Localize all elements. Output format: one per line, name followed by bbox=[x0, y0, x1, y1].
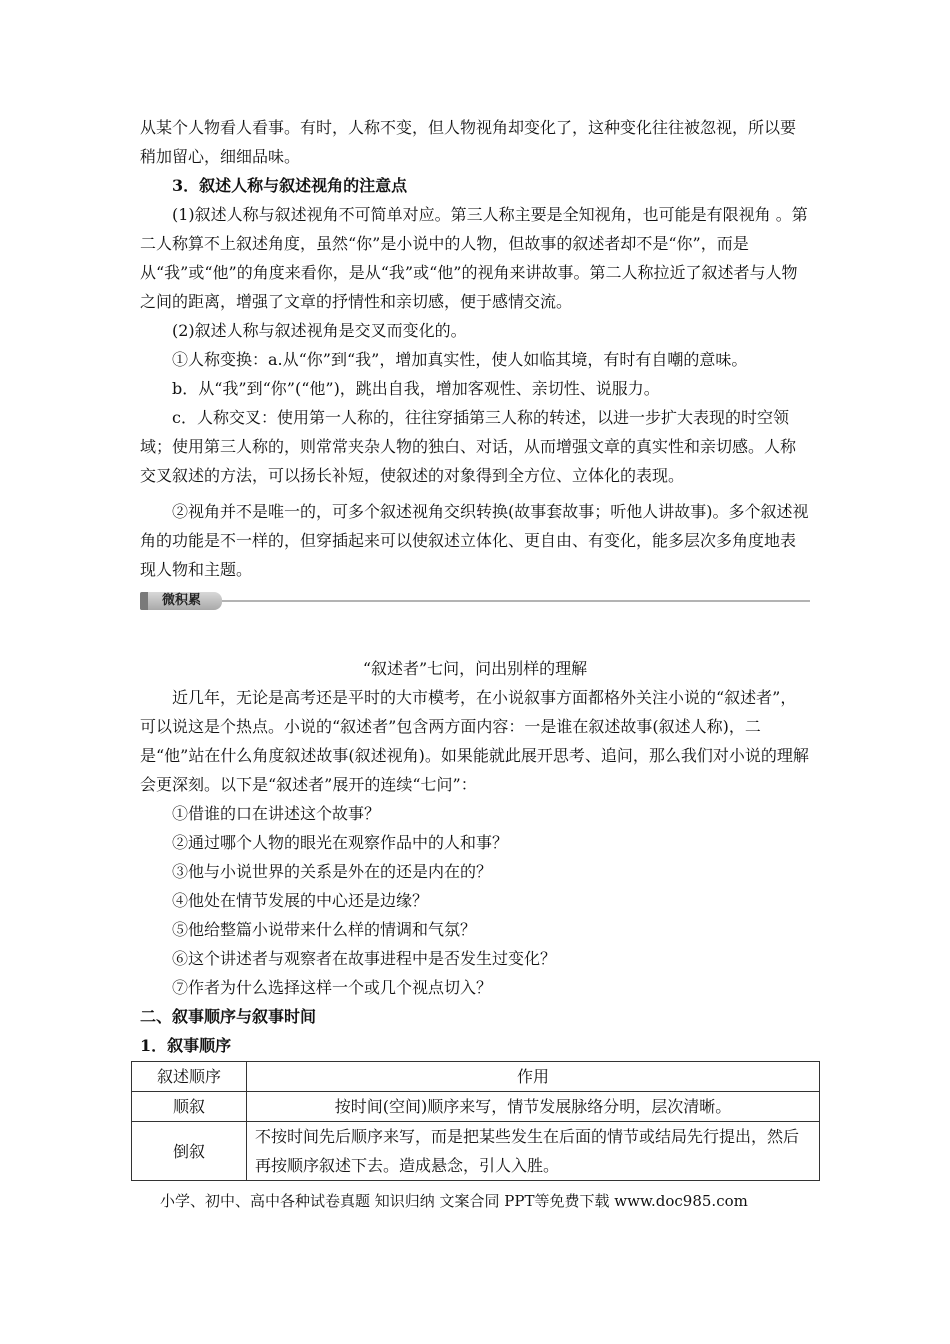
banner-divider bbox=[222, 600, 810, 602]
narrative-order-table bbox=[131, 1061, 820, 1181]
accumulation-title: “叙述者”七问，问出别样的理解 bbox=[362, 659, 588, 678]
point-2d: ②视角并不是唯一的，可多个叙述视角交织转换(故事套故事；听他人讲故事)。多个叙述视角的功能是不一样的，但穿插起来可以使叙述立体化、更自由、有变化，能多层次多角度地表现人物和主题。 bbox=[140, 502, 809, 579]
table-cell: 倒叙 bbox=[132, 1122, 247, 1181]
question-item: ④他处在情节发展的中心还是边缘？ bbox=[172, 891, 429, 910]
table-row bbox=[132, 1092, 820, 1122]
point-2: (2)叙述人称与叙述视角是交叉而变化的。 bbox=[172, 321, 467, 340]
table-cell: 按时间(空间)顺序来写，情节发展脉络分明，层次清晰。 bbox=[247, 1092, 820, 1122]
table-cell: 顺叙 bbox=[132, 1092, 247, 1122]
table-header-row bbox=[132, 1062, 820, 1092]
banner-label: 微积累 bbox=[162, 593, 202, 608]
page-footer: 小学、初中、高中各种试卷真题 知识归纳 文案合同 PPT等免费下载 www.doc985.com bbox=[160, 1192, 748, 1210]
banner-marker-icon bbox=[140, 592, 148, 610]
table-row bbox=[132, 1122, 820, 1181]
table-header-cell: 作用 bbox=[247, 1062, 820, 1092]
intro-paragraph: 从某个人物看人看事。有时，人称不变，但人物视角却变化了，这种变化往往被忽视，所以要稍加留心，细细品味。 bbox=[140, 118, 797, 166]
point-2a: ①人称变换：a.从“你”到“我”，增加真实性，使人如临其境，有时有自嘲的意味。 bbox=[172, 350, 748, 369]
question-item: ②通过哪个人物的眼光在观察作品中的人和事？ bbox=[172, 833, 509, 852]
question-item: ⑦作者为什么选择这样一个或几个视点切入？ bbox=[172, 978, 493, 997]
question-item: ③他与小说世界的关系是外在的还是内在的？ bbox=[172, 862, 493, 881]
subheading-1: 1．叙事顺序 bbox=[140, 1036, 232, 1055]
point-2b: b．从“我”到“你”(“他”)，跳出自我，增加客观性、亲切性、说服力。 bbox=[172, 379, 660, 398]
table-cell: 不按时间先后顺序来写，而是把某些发生在后面的情节或结局先行提出，然后再按顺序叙述下去。造成悬念，引人入胜。 bbox=[247, 1122, 820, 1181]
point-2c: c．人称交叉：使用第一人称的，往往穿插第三人称的转述，以进一步扩大表现的时空领域；使用第三人称的，则常常夹杂人物的独白、对话，从而增强文章的真实性和亲切感。人称交叉叙述的方法，可以扬长补短，使叙述的对象得到全方位、立体化的表现。 bbox=[140, 408, 797, 485]
question-item: ①借谁的口在讲述这个故事？ bbox=[172, 804, 381, 823]
table-header-cell: 叙述顺序 bbox=[132, 1062, 247, 1092]
question-item: ⑤他给整篇小说带来什么样的情调和气氛？ bbox=[172, 920, 477, 939]
accumulation-banner bbox=[140, 592, 810, 610]
heading-3: 3．叙述人称与叙述视角的注意点 bbox=[172, 176, 408, 195]
accumulation-intro: 近几年，无论是高考还是平时的大市模考，在小说叙事方面都格外关注小说的“叙述者”，可以说这是个热点。小说的“叙述者”包含两方面内容：一是谁在叙述故事(叙述人称)，二是“他”站在什么角度叙述故事(叙述视角)。如果能就此展开思考、追问，那么我们对小说的理解会更深刻。以下是“叙述者”展开的连续“七问”： bbox=[140, 688, 809, 794]
section-heading-2: 二、叙事顺序与叙事时间 bbox=[140, 1007, 317, 1026]
point-1: (1)叙述人称与叙述视角不可简单对应。第三人称主要是全知视角，也可能是有限视角 。第二人称算不上叙述角度，虽然“你”是小说中的人物，但故事的叙述者却不是“你”，而是从“我”或“他”的角度来看你，是从“我”或“他”的视角来讲故事。第二人称拉近了叙述者与人物之间的距离，增强了文章的抒情性和亲切感，便于感情交流。 bbox=[140, 205, 808, 311]
question-item: ⑥这个讲述者与观察者在故事进程中是否发生过变化？ bbox=[172, 949, 557, 968]
